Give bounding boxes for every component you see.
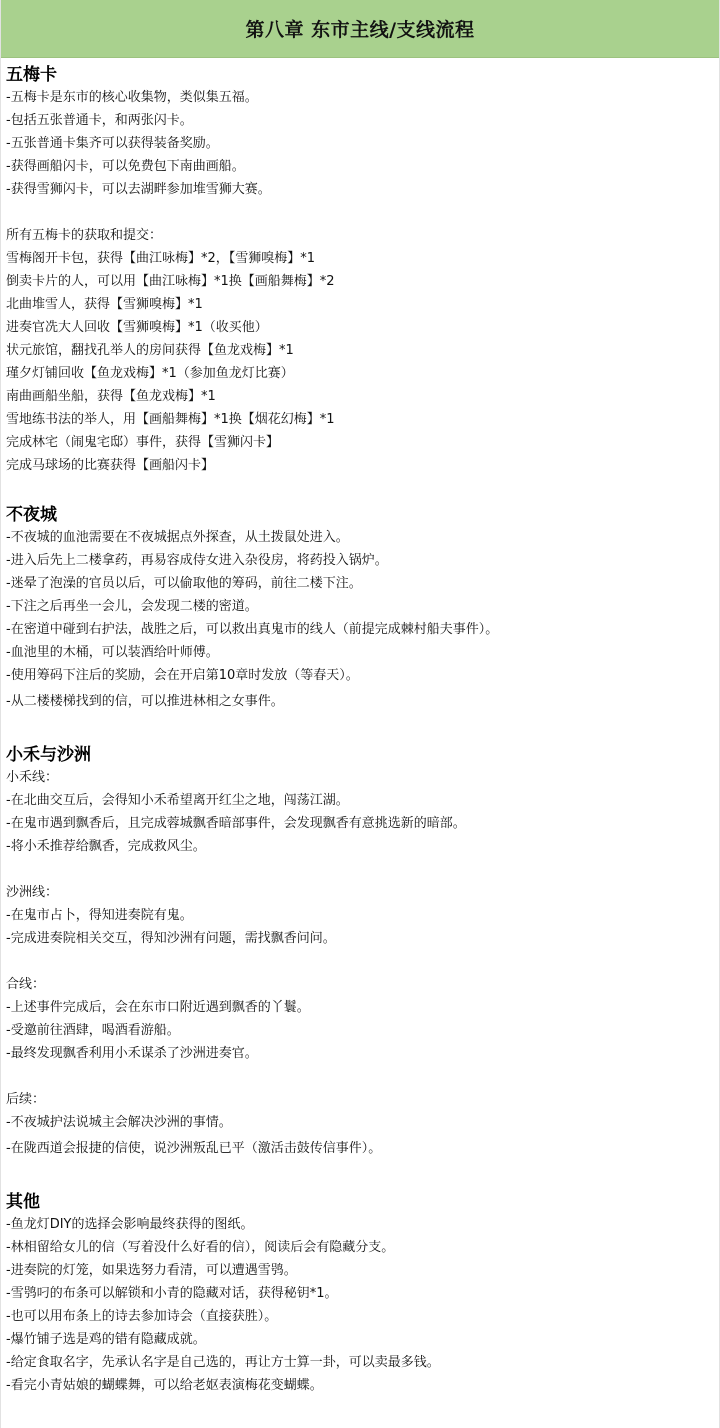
list-item: 完成马球场的比赛获得【画船闪卡】	[6, 458, 215, 473]
list-item: 雪地练书法的举人，用【画船舞梅】*1换【烟花幻梅】*1	[6, 412, 335, 427]
list-item: -下注之后再坐一会儿，会发现二楼的密道。	[6, 599, 258, 614]
sub-heading: 合线：	[6, 977, 46, 992]
section-xiaohe-shazhou	[6, 713, 714, 1160]
page-title: 第八章 东市主线/支线流程	[245, 19, 475, 41]
list-item: -鱼龙灯DIY的选择会影响最终获得的图纸。	[6, 1217, 254, 1232]
list-item: -也可以用布条上的诗去参加诗会（直接获胜）。	[6, 1309, 278, 1324]
list-item: 北曲堆雪人，获得【雪狮嗅梅】*1	[6, 297, 203, 312]
section-heading: 五梅卡	[6, 65, 57, 85]
list-item: -在鬼市遇到飘香后，且完成蓉城飘香暗部事件，会发现飘香有意挑选新的暗部。	[6, 816, 466, 831]
list-item: 倒卖卡片的人，可以用【曲江咏梅】*1换【画船舞梅】*2	[6, 274, 335, 289]
list-item: 进奏官冼大人回收【雪狮嗅梅】*1（收买他）	[6, 320, 268, 335]
list-item: -迷晕了泡澡的官员以后，可以偷取他的筹码，前往二楼下注。	[6, 576, 362, 591]
list-item: -受邀前往酒肆，喝酒看游船。	[6, 1023, 180, 1038]
section-buyecheng	[6, 477, 714, 713]
list-item: -五梅卡是东市的核心收集物，类似集五福。	[6, 90, 258, 105]
list-item: -雪鸮叼的布条可以解锁和小青的隐藏对话，获得秘钥*1。	[6, 1286, 338, 1301]
list-item: -进入后先上二楼拿药，再易容成侍女进入杂役房，将药投入锅炉。	[6, 553, 388, 568]
spacer	[6, 201, 714, 224]
sub-heading: 后续：	[6, 1092, 46, 1107]
list-item: -不夜城护法说城主会解决沙洲的事情。	[6, 1115, 232, 1130]
list-item: -看完小青姑娘的蝴蝶舞，可以给老妪表演梅花变蝴蝶。	[6, 1378, 323, 1393]
spacer	[6, 950, 714, 973]
list-item: -给定食取名字，先承认名字是自己选的，再让方士算一卦，可以卖最多钱。	[6, 1355, 440, 1370]
list-item: -在陇西道会报捷的信使，说沙洲叛乱已平（激活击鼓传信事件）。	[6, 1141, 382, 1156]
sub-heading: 沙洲线：	[6, 885, 59, 900]
sub-heading: 所有五梅卡的获取和提交：	[6, 228, 163, 243]
document-content	[1, 58, 719, 1397]
list-item: -获得画船闪卡，可以免费包下南曲画船。	[6, 159, 245, 174]
section-wumeika	[6, 58, 714, 477]
list-item: -爆竹铺子选是鸡的错有隐藏成就。	[6, 1332, 206, 1347]
list-item: -将小禾推荐给飘香，完成救风尘。	[6, 839, 206, 854]
section-heading: 不夜城	[6, 505, 57, 525]
list-item: 雪梅阁开卡包，获得【曲江咏梅】*2，【雪狮嗅梅】*1	[6, 251, 316, 266]
list-item: -最终发现飘香利用小禾谋杀了沙洲进奏官。	[6, 1046, 258, 1061]
list-item: -包括五张普通卡，和两张闪卡。	[6, 113, 193, 128]
title-bar	[1, 0, 719, 58]
list-item: -进奏院的灯笼，如果选努力看清，可以遭遇雪鸮。	[6, 1263, 297, 1278]
list-item: -从二楼楼梯找到的信，可以推进林相之女事件。	[6, 694, 284, 709]
list-item: -上述事件完成后，会在东市口附近遇到飘香的丫鬟。	[6, 1000, 310, 1015]
list-item: -五张普通卡集齐可以获得装备奖励。	[6, 136, 219, 151]
list-item: -完成进奏院相关交互，得知沙洲有问题，需找飘香问问。	[6, 931, 336, 946]
list-item: -血池里的木桶，可以装酒给叶师傅。	[6, 645, 219, 660]
list-item: 南曲画船坐船，获得【鱼龙戏梅】*1	[6, 389, 216, 404]
sub-heading: 小禾线：	[6, 770, 59, 785]
list-item: -在鬼市占卜，得知进奏院有鬼。	[6, 908, 193, 923]
spacer	[6, 858, 714, 881]
list-item: 完成林宅（闹鬼宅邸）事件，获得【雪狮闪卡】	[6, 435, 280, 450]
section-qita	[6, 1160, 714, 1397]
list-item: -使用筹码下注后的奖励，会在开启第10章时发放（等春天）。	[6, 668, 359, 683]
list-item: -林相留给女儿的信（写着没什么好看的信），阅读后会有隐藏分支。	[6, 1240, 395, 1255]
list-item: 瑾夕灯铺回收【鱼龙戏梅】*1（参加鱼龙灯比赛）	[6, 366, 294, 381]
list-item: -不夜城的血池需要在不夜城据点外探查，从土拨鼠处进入。	[6, 530, 349, 545]
list-item: -在密道中碰到右护法，战胜之后，可以救出真鬼市的线人（前提完成棘村船夫事件）。	[6, 622, 499, 637]
spacer	[6, 1065, 714, 1088]
list-item: 状元旅馆，翻找孔举人的房间获得【鱼龙戏梅】*1	[6, 343, 294, 358]
list-item: -获得雪狮闪卡，可以去湖畔参加堆雪狮大赛。	[6, 182, 271, 197]
list-item: -在北曲交互后，会得知小禾希望离开红尘之地，闯荡江湖。	[6, 793, 349, 808]
section-heading: 其他	[6, 1192, 40, 1212]
section-heading: 小禾与沙洲	[6, 745, 91, 765]
